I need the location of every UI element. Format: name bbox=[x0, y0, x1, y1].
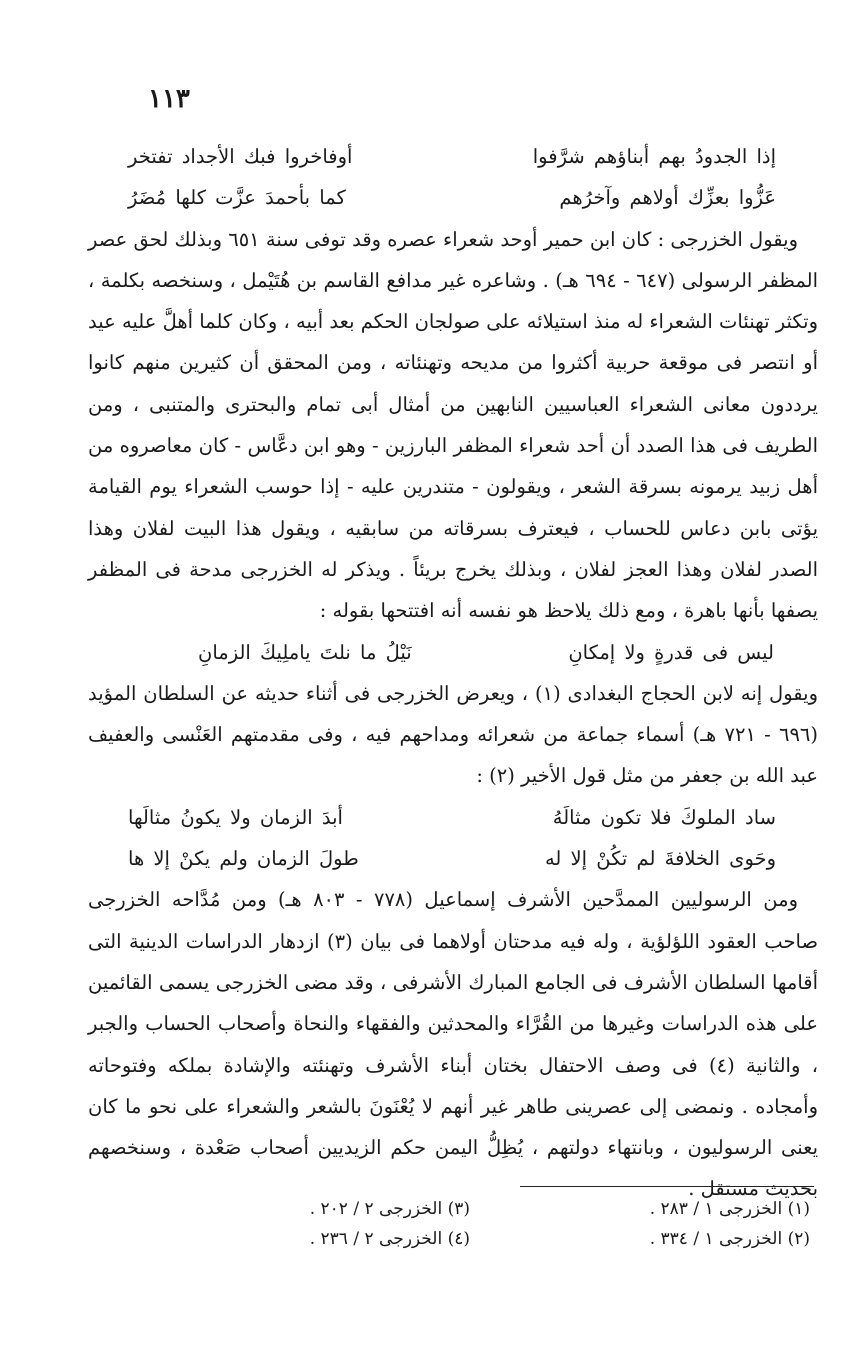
verse-hemistich: كما بأحمدَ عزَّت كلها مُضَرُ bbox=[128, 186, 346, 210]
footnote-column bbox=[570, 1194, 810, 1254]
verse-hemistich: وحَوى الخلافةَ لم تكُنْ إلا له bbox=[544, 847, 776, 871]
verse-line bbox=[88, 177, 818, 218]
body-paragraph: ومن الرسوليين الممدَّحين الأشرف إسماعيل (٧٧٨ - ٨٠٣ هـ) ومن مُدَّاحه الخزرجى صاحب العقود اللؤلؤية ، وله فيه مدحتان أولاهما فى بيان (٣) ازدهار الدراسات الدينية التى أقامها السلطان الأشرف فى الجامع المبارك الأشرفى ، وقد مضى الخزرجى يسمى القائمين على هذه الدراسات وغيرها من القُرَّاء والمحدثين والفقهاء والنحاة وأصحاب الحساب والجبر ، والثانية (٤) فى وصف الاحتفال بختان أبناء الأشرف وتهنئته والإشادة بملكه وفتوحاته وأمجاده . ونمضى إلى عصرينى طاهر غير أنهم لا يُعْنَونَ بالشعر والشعراء على نحو ما كان يعنى الرسوليون ، وبانتهاء دولتهم ، يُظِلُّ اليمن حكم الزيديين أصحاب صَعْدة ، وسنخصهم بحديث مستقل . bbox=[88, 888, 818, 1201]
verse-hemistich: أوفاخروا فبك الأجداد تفتخر bbox=[128, 145, 353, 168]
footnote-3: (٣) الخزرجى ٢ / ٢٠٢ . bbox=[309, 1199, 470, 1219]
page-number: ١١٣ bbox=[148, 84, 190, 114]
verse-hemistich: عَزُّوا بعزِّك أولاهم وآخرُهم bbox=[559, 186, 776, 210]
verse-line bbox=[88, 136, 818, 177]
body-paragraph: ويقول إنه لابن الحجاج البغدادى (١) ، ويعرض الخزرجى فى أثناء حديثه عن السلطان المؤيد (٦٩٦ - ٧٢١ هـ) أسماء جماعة من شعرائه ومداحهم فيه ، وفى مقدمتهم العَنْسى والعفيف عبد الله بن جعفر من مثل قول الأخير (٢) : bbox=[88, 681, 818, 788]
footnote-separator bbox=[520, 1186, 814, 1187]
verse-hemistich: ليس فى قدرةٍ ولا إمكانِ bbox=[568, 640, 774, 664]
verse-hemistich: طولَ الزمان ولم يكنْ إلا ها bbox=[128, 847, 359, 871]
footnote-4: (٤) الخزرجى ٢ / ٢٣٦ . bbox=[309, 1229, 470, 1249]
verse-hemistich: ساد الملوكَ فلا تكون مثالَهُ bbox=[552, 805, 776, 829]
verse-line bbox=[88, 838, 818, 879]
verse-hemistich: نَيْلُ ما نلتَ ياملِيكَ الزمانِ bbox=[198, 640, 412, 664]
verse-line bbox=[88, 797, 818, 838]
verse-hemistich: إذا الجدودُ بهم أبناؤهم شرَّفوا bbox=[532, 145, 776, 168]
verse-line bbox=[88, 632, 818, 673]
body-paragraph: ويقول الخزرجى : كان ابن حمير أوحد شعراء عصره وقد توفى سنة ٦٥١ وبذلك لحق عصر المظفر الرسولى (٦٤٧ - ٦٩٤ هـ) . وشاعره غير مدافع القاسم بن هُتَيْمل ، وسنخصه بكلمة ، وتكثر تهنئات الشعراء له منذ استيلائه على صولجان الحكم بعد أبيه ، وكان كلما أهلَّ عليه عيد أو انتصر فى موقعة حربية أكثروا من مديحه وتهنئاته ، ومن المحقق أن كثيرين منهم كانوا يرددون معانى الشعراء العباسيين النابهين من أمثال أبى تمام والبحترى والمتنبى ، ومن الطريف فى هذا الصدد أن أحد شعراء المظفر البارزين - وهو ابن دعَّاس - كان معاصروه من أهل زبيد يرمونه بسرقة الشعر ، ويقولون - متندرين عليه - إذا حوسب الشعراء يوم القيامة يؤتى بابن دعاس للحساب ، فيعترف بسرقاته من سابقيه ، ويقول هذا البيت لفلان وهذا الصدر لفلان وهذا العجز لفلان ، وبذلك يخرج بريئاً . ويذكر له الخزرجى مدحة فى المظفر يصفها بأنها باهرة ، ومع ذلك يلاحظ هو نفسه أنه افتتحها بقوله : bbox=[87, 227, 818, 623]
footnote-column bbox=[270, 1194, 470, 1254]
footnote-1: (١) الخزرجى ١ / ٢٨٣ . bbox=[649, 1199, 810, 1219]
page-body bbox=[88, 136, 818, 1210]
verse-hemistich: أبدَ الزمان ولا يكونُ مثالَها bbox=[128, 805, 343, 829]
footnote-2: (٢) الخزرجى ١ / ٣٣٤ . bbox=[649, 1229, 810, 1249]
